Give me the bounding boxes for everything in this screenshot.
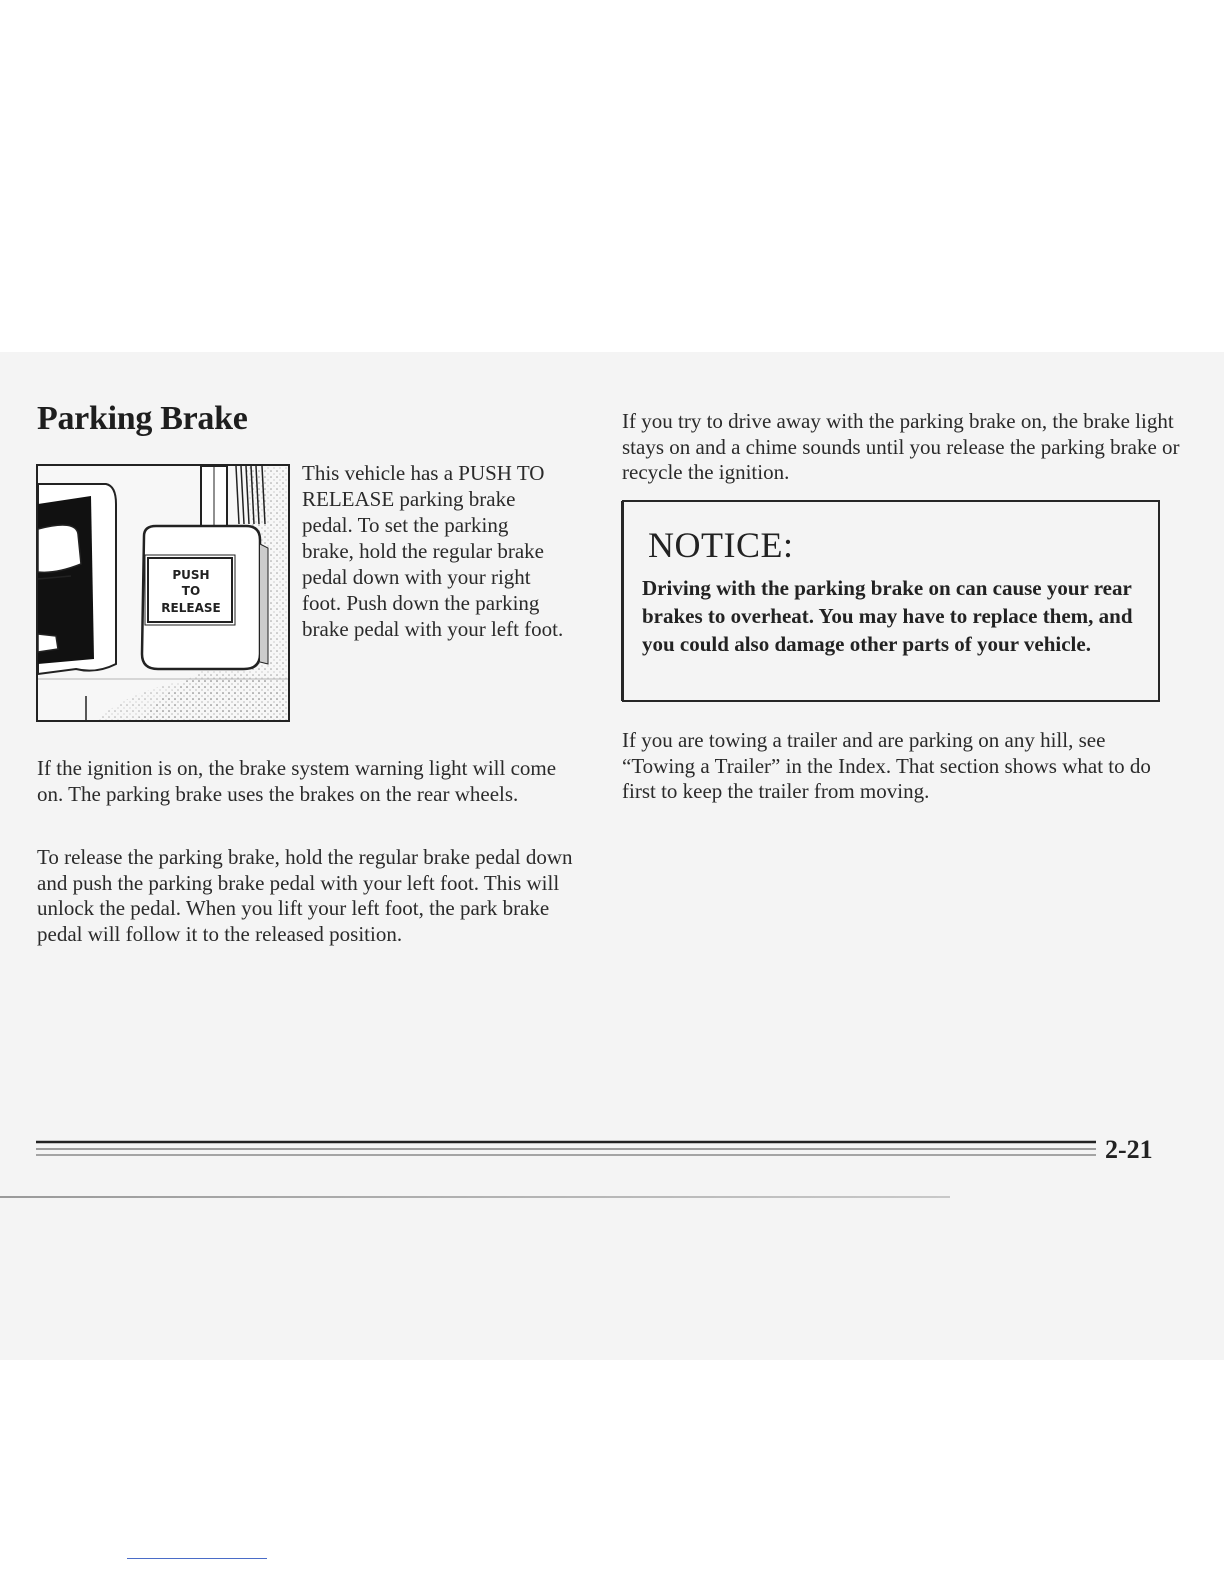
notice-frame: [622, 500, 1160, 702]
scan-edge-line: [0, 1196, 950, 1198]
section-heading: Parking Brake: [37, 400, 248, 437]
bottom-link-line: [127, 1558, 267, 1559]
page-number: 2-21: [1105, 1135, 1153, 1164]
footer-rule: [36, 1136, 1096, 1166]
notice-container: [622, 500, 1160, 702]
notice-title: NOTICE:: [648, 525, 794, 565]
right-paragraph-drive-away: If you try to drive away with the parking brake on, the brake light stays on and a chime sounds until you release the parking brake or recycle the ignition.: [622, 409, 1180, 484]
right-paragraph-towing: If you are towing a trailer and are parking on any hill, see “Towing a Trailer” in the Index. That section shows what to do first to keep the trailer from moving.: [622, 728, 1151, 803]
intro-paragraph: This vehicle has a PUSH TO RELEASE parking brake pedal. To set the parking brake, hold the regular brake pedal down with your right foot. Push down the parking brake pedal with your left foot.: [302, 461, 564, 641]
left-paragraph-warning-light: If the ignition is on, the brake system warning light will come on. The parking brake uses the brakes on the rear wheels.: [37, 756, 557, 806]
parking-brake-pedal-illustration: [36, 464, 290, 722]
left-paragraph-release: To release the parking brake, hold the regular brake pedal down and push the parking brake pedal with your left foot. This will unlock the pedal. When you lift your left foot, the park brake pedal will follow it to the released position.: [37, 845, 573, 946]
pedal-label-to: TO: [181, 584, 201, 598]
pedal-label-push: PUSH: [172, 568, 210, 582]
notice-body: Driving with the parking brake on can cause your rear brakes to overheat. You may have to replace them, and you could also damage other parts of your vehicle.: [642, 576, 1133, 656]
pedal-label-release: RELEASE: [161, 601, 221, 615]
